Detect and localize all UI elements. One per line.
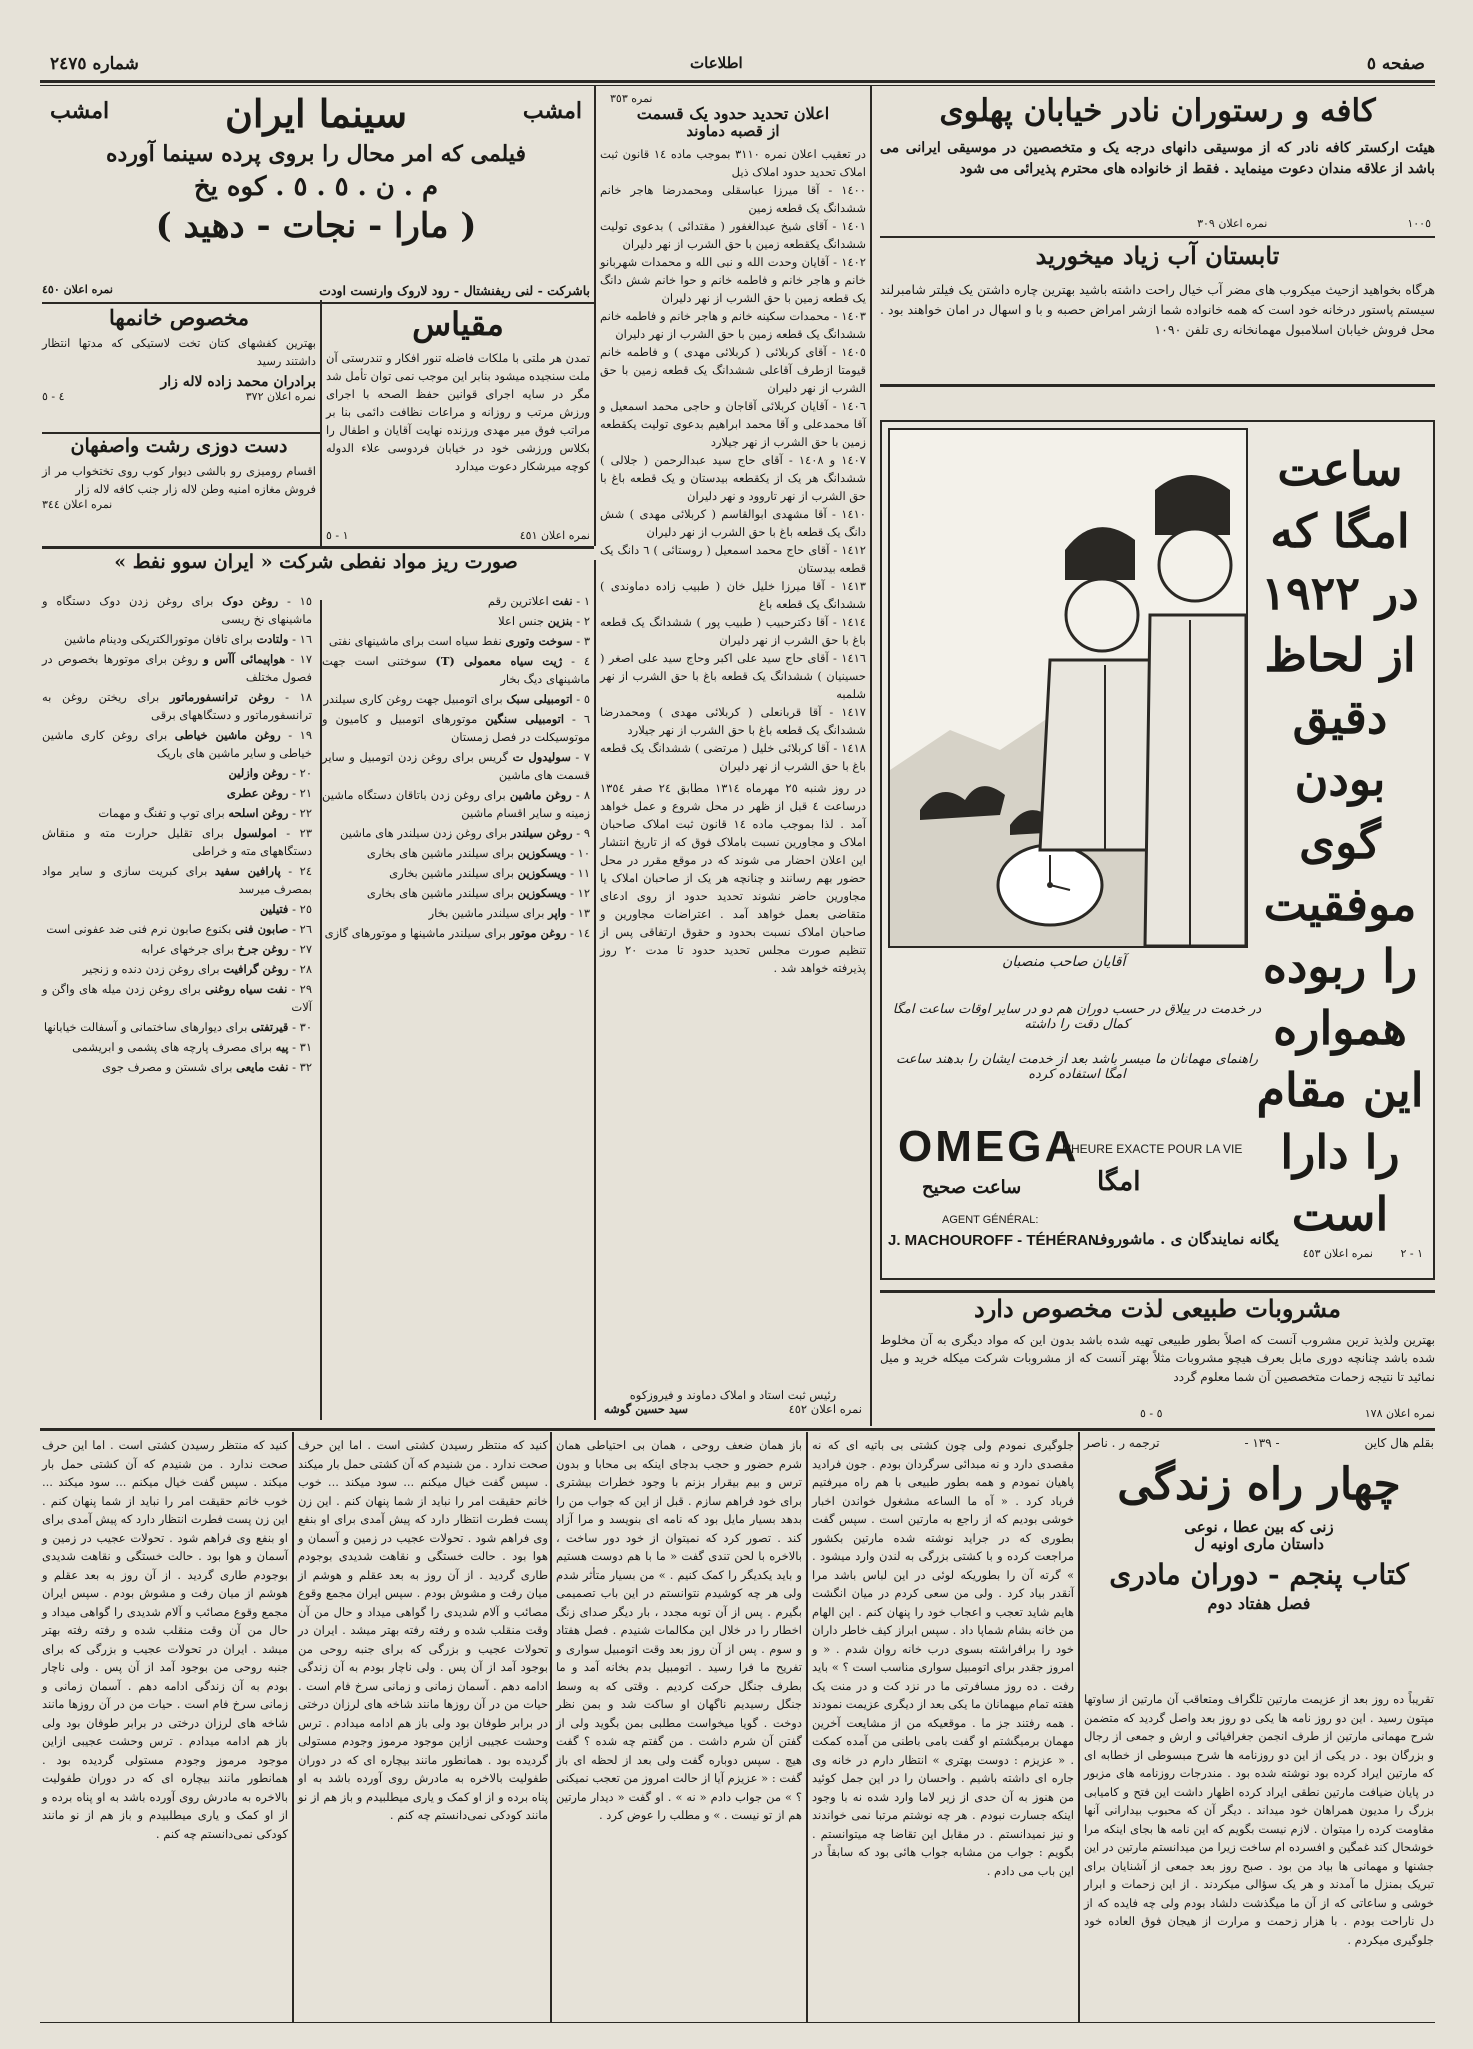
oil-item-number: ٧ — [583, 750, 591, 764]
registry-signature: رئیس ثبت استاد و املاک دماوند و فیروزکوه — [629, 1388, 837, 1402]
oil-item-name: هواپیمائی آآس و — [203, 652, 286, 666]
omega-sub-persian: ساعت صحیح — [922, 1177, 1022, 1198]
registry-subtitle: از قصبه دماوند — [686, 122, 780, 141]
drinks-ad-body: بهترین ولذیذ ترین مشروب آنست که اصلاً بطور طبیعی تهیه شده باشد بدون این که مواد دیگری به آن مخلوط شده باشد چنانچه دوری مابل بعرف هیچو مشروبات مثلاً بهتر آنست که از مشروبات شرکت میکله خرید و میل نمائید تا نتیجه زحمات متخصصین آن شما معلوم گردد — [880, 1332, 1435, 1384]
omega-script-1: در خدمت در ییلاق در حسب دوران هم دو در سایر اوقات ساعت امگا کمال دقت را داشته — [892, 1002, 1262, 1032]
oil-item-number: ١٤ — [577, 926, 590, 940]
omega-tagline: L'HEURE EXACTE POUR LA VIE — [1062, 1142, 1243, 1156]
oil-item-name: نفت مایعی — [236, 1060, 289, 1074]
omega-ad — [880, 420, 1435, 1280]
oil-item-name: سوخت وتوری — [505, 634, 573, 648]
oil-item-desc: برای کبریت سازی و سایر مواد بمصرف میرسد — [42, 864, 312, 896]
serial-col3-wrap — [556, 1436, 802, 2020]
serial-author-line: بقلم هال کاین — [1364, 1436, 1434, 1450]
registry-item: ١٤٠٧ و ١٤٠٨ - آقای حاج سید عبدالرحمن ( جلالی ) ششدانگ هر یک از یکقطعه بیدستان و یک قطعه باغ با حق الشرب از نهر تاروود و نهر دلیران — [600, 452, 866, 503]
oil-item: ٢٤ - پارافین سفید برای کبریت سازی و سایر مواد بمصرف میرسد — [42, 864, 313, 896]
oil-item-name: نفت — [552, 594, 573, 608]
oil-item: ٢٥ - فتیلین — [259, 902, 312, 916]
oil-item: ١٢ - ویسکوزین برای سیلندر ماشین های بخاری — [366, 886, 590, 900]
oil-item-number: ١١ — [577, 866, 590, 880]
oil-item-desc: برای دیوارهای ساختمانی و آسفالت خیابانها — [43, 1020, 248, 1034]
registry-signature-name: سید حسین گوشه — [604, 1402, 688, 1416]
registry-item: ١٤١٤ - آقا دکترحبیب ( طبیب پور ) ششدانگ یک قطعه باغ با حق الشرب از نهر دلیران — [600, 614, 866, 647]
paper-name: اطلاعات — [690, 54, 743, 72]
cafe-ad — [880, 92, 1435, 232]
oil-item-desc: بکنوع صابون نرم فنی ضد عفونی است — [46, 922, 232, 936]
oil-item: ١٨ - روغن ترانسفورماتور برای ریختن روغن به ترانسفورماتور و دستگاههای برقی — [42, 690, 312, 722]
serial-col4b: کنید که منتظر رسیدن کشتی است . اما این حرف صحت ندارد . من شنیدم که آن کشتی حمل بار میکند . سپس گفت خیال میکنم ... سود میکند ... خوب خانم حقیقت امر را نباید از شما پنهان کنم . این زن پست فطرت انتظار دارد که پیش آمدی برای او بنفع وی فراهم شود . تحولات عجیب در زمین و آسمان و هوا بود . حالت خستگی و نقاهت شدیدی بوجودم طاری گردید . از آن روز به بعد عقلم و هوشم از میان رفت و مشوش بودم . سپس ایران مجمع وقوع مصائب و آلام شدیدی را گواهی میداد و حال من آن وقت منقلب شده و رفته رفته بهتر میشد . ایران در تحولات عجیب و بزرگی که برای جنبه روحی من بوجود آمد از آن پس . ولی ناچار بودم به آن زندگی ادامه دهم . آسمان زمانی و زمانی سرخ فام است . حیات من در آن روزها مانند شاخه های لرزان درختی در برابر طوفان بود ولی باز هم ادامه میدادم . ترس وحشت عجیبی ازاین موجود مرموز وجودم مستولی گردیده بود . همانطور مانند بیچاره ای که در دوران طفولیت بالاخره به مادرش روی آورده باشد به او پناه برده و از او کمک و یاری میطلبیدم و باز هم از نو مانند کودکی نمی‌دانستم چه کنم . — [42, 1438, 288, 1841]
oil-item-name: ولتادت — [256, 632, 289, 646]
oil-item-name: ژیت سیاه معمولی (T) — [435, 654, 563, 668]
oil-item-number: ٢ — [583, 614, 590, 628]
ladies-title: مخصوص خانمها — [108, 305, 249, 330]
oil-item-number: ٣٠ — [299, 1020, 312, 1034]
oil-item-desc: برای ریختن روغن به ترانسفورماتور و دستگاههای برقی — [42, 690, 312, 722]
oil-item: ٢ - بنزین جنس اعلا — [498, 614, 590, 628]
oil-item-number: ٦ — [583, 712, 591, 726]
cinema-tonight-left: امشب — [50, 98, 110, 124]
oil-item-name: صابون فنی — [235, 922, 289, 936]
oil-item-desc: نفط سیاه است برای ماشینهای نفتی — [328, 634, 502, 648]
oil-item-number: ٢٨ — [299, 962, 312, 976]
oil-item: ١٠ - ویسکوزین برای سیلندر ماشین های بخاری — [366, 846, 590, 860]
oil-item-desc: برای سیلندر ماشینها و موتورهای گازی — [324, 926, 507, 940]
registry-item: ١٤١٢ - آقای حاج محمد اسمعیل ( روستائی ) ٦ دانگ یک قطعه بیدستان — [600, 542, 866, 575]
oil-item: ٧ - سولیدول ت گریس برای روغن زدن اتومبیل و سایر قسمت های ماشین — [322, 750, 591, 782]
oil-item-name: فتیلین — [259, 902, 289, 916]
summer-ad-title: تابستان آب زیاد میخورید — [1035, 241, 1280, 270]
registry-item: ١٤١٠ - آقا مشهدی ابوالقاسم ( کربلائی مهدی ) شش دانگ یک قطعه باغ با حق الشرب از نهر دلیران — [600, 506, 866, 539]
oil-item-desc: برای روغن زدن باتاقان دستگاه ماشین زمینه و سایر اقسام ماشین — [322, 788, 590, 820]
tailor-ad — [42, 436, 316, 544]
registry-item: ١٤٠٣ - محمدات سکینه خانم و هاجر خانم و فاطمه خانم ششدانگ یک قطعه زمین با حق الشرب از نهر دلیران — [600, 308, 866, 341]
oil-item-number: ٢٢ — [299, 806, 312, 820]
oil-item-desc: جنس اعلا — [498, 614, 544, 628]
oil-item: ٦ - اتومبیلی سنگین موتورهای اتومبیل و کامیون و موتوسیکلت در فصل زمستان — [322, 712, 591, 744]
oil-item: ٥ - اتومبیلی سبک برای اتومبیل جهت روغن کاری سیلندر — [323, 692, 590, 706]
oil-item: ١٣ - واپر برای سیلندر ماشین بخار — [428, 906, 590, 920]
oil-item: ١ - نفت اعلاترین رقم — [487, 594, 590, 608]
page-label: صفحه ٥ — [1366, 54, 1425, 74]
registry-number: نمره ٣٥٣ — [610, 92, 653, 105]
oil-item-number: ١٧ — [299, 652, 312, 666]
miqyas-code: ١ - ٥ — [326, 529, 349, 542]
summer-ad — [880, 240, 1435, 380]
serial-col1: تقریباً ده روز بعد از عزیمت مارتین تلگراف ومتعاقب آن مارتین از ساوتها مپتون رسید . این دو روز نامه ها یکی دو روز بعد واصل گردید که متضمن شرح مهمانی مارتین از طرف انجمن جغرافیائی و ارش و جمعی از رجال و بزرگان بود . در یکی از این دو روزنامه ها شرح مبسوطی از خطابه ای که مارتین ایراد کرده بود نوشته شده بود . مندرجات روزنامه های مزبور در پایان ضیافت مارتین نطقی ایراد کرده اظهار داشت این فتح و کامیابی بزرگ را مدیون همراهان خود میداند . دیگر آن که محبوب بیدارانی آنها مقاومت کرده را میتوان . لازم نیست بگویم که این نامه ها بجای اینکه مرا خوشحال کند غمگین و افسرده ام ساخت زیرا من میدانستم مارتین در این جشنها و مهمانی ها بیاد من بود . صبح روز بعد جمعی از آشنایان برای تبریک بمنزل ما آمدند و هر یک سؤالی میکردند . از این زحمات و ابرار خوشی و ساعاتی که از آن ما میگذشت دلشاد بودم ولی چه فایده که از دل ناراحت بودم . با هزار زحمت و مرارت از هیجان فوق العاده خود جلوگیری میکردم . — [1084, 1692, 1434, 1947]
oil-item-name: روغن عطری — [226, 786, 289, 800]
omega-brand: OMEGA — [898, 1122, 1080, 1171]
oil-item-name: قیرتفتی — [251, 1020, 289, 1034]
cafe-ad-code: ١٠٠٥ — [1407, 217, 1431, 230]
serial-subtitle1: زنی که بین عطا ، نوعی — [1184, 1517, 1334, 1536]
serial-episode: - ١٣٩ - — [1244, 1436, 1280, 1450]
oil-item-number: ٤ — [583, 654, 590, 668]
drinks-ad-notice: نمره اعلان ١٧٨ — [1364, 1407, 1435, 1420]
oil-item-desc: روغن برای موتورها بخصوص در فصول مختلف — [42, 652, 312, 684]
oil-item-desc: برای مصرف پارچه های پشمی و ابریشمی — [72, 1040, 272, 1054]
oil-item-desc: برای اتومبیل جهت روغن کاری سیلندر — [323, 692, 503, 706]
oil-item-desc: موتورهای اتومبیل و کامیون و موتوسیکلت در فصل زمستان — [322, 712, 590, 744]
cafe-ad-title: کافه و رستوران نادر خیابان پهلوی — [939, 93, 1376, 129]
oil-item-name: روغن سیلندر — [510, 826, 573, 840]
omega-agent-label: AGENT GÉNÉRAL: — [942, 1214, 1039, 1226]
oil-item-number: ١ — [583, 594, 590, 608]
oil-item: ٢٢ - روغن اسلحه برای توپ و تفنگ و مهمات — [98, 806, 312, 820]
ladies-code: ٤ - ٥ — [42, 390, 65, 404]
oil-item-number: ١٠ — [577, 846, 590, 860]
oil-item-number: ١٩ — [299, 728, 312, 742]
oil-item-desc: برای سیلندر ماشین بخار — [428, 906, 545, 920]
serial-title: چهار راه زندگی — [1117, 1459, 1401, 1510]
cafe-ad-notice: نمره اعلان ٣٠٩ — [1197, 217, 1268, 230]
oil-item-name: روغن ترانسفورماتور — [169, 690, 275, 704]
registry-item: ١٤٠١ - آقای شیخ عبدالغفور ( مقتدائی ) بدعوی تولیت ششدانگ یکقطعه زمین با حق الشرب از نهر دلیران — [600, 218, 866, 251]
oil-item-name: امولسول — [233, 826, 277, 840]
miqyas-body: تمدن هر ملتی با ملکات فاضله تنور افکار و تندرستی آن ملت سنجیده میشود بنابر این موجب نمی توان تأمل شد مگر در سایه اجرای قوانین حفظ الصحه با اجرای ورزش مرتب و روزانه و مراعات نظافت دائمی بنا بر مراتب فوق میر مهدی ورزنده نهایت آقایان و اطفال را بکلاس ورزشی خود در خیابان فردوسی علاء الدوله کوچه میرشکار دعوت میدارد — [325, 350, 590, 473]
omega-agent-name: J. MACHOUROFF - TÉHÉRAN — [888, 1232, 1099, 1249]
cinema-line2: م . ن . ٥ . ٥ . کوه یخ — [193, 171, 439, 202]
omega-side-text: ساعت امگا که در ١٩٢٢ از لحاظ دقیق بودن گوی موفقیت را ربوده همواره این مقام را دارا است — [1256, 442, 1424, 1242]
omega-agent-persian: یگانه نمایندگان ی . ماشوروف — [1092, 1230, 1279, 1248]
oil-item: ٨ - روغن ماشین برای روغن زدن باتاقان دستگاه ماشین زمینه و سایر اقسام ماشین — [322, 788, 590, 820]
masthead — [40, 52, 1435, 78]
oil-item: ١١ - ویسکوزین برای سیلندر ماشین بخاری — [389, 866, 590, 880]
registry-item: ١٤٠٥ - آقای کربلائی ( کربلائی مهدی ) و فاطمه خانم قیومتا ازطرف آقاعلی ششدانگ یک قطعه زمین با حق الشرب از نهر دلیران — [600, 344, 866, 395]
officers-drawing — [890, 430, 1246, 946]
oil-item: ٢٧ - روغن جرخ برای جرخهای عرابه — [140, 942, 312, 956]
oil-item-name: روغن دوک — [222, 594, 279, 608]
oil-item-number: ٨ — [583, 788, 590, 802]
serial-header — [1084, 1436, 1434, 1686]
oil-item-name: پیه — [275, 1040, 289, 1054]
oil-item-name: ویسکوزین — [517, 866, 567, 880]
oil-item-number: ٢١ — [299, 786, 312, 800]
cinema-notice: نمره اعلان ٤٥٠ — [42, 283, 113, 296]
registry-item: ١٤٠٢ - آقایان وحدت الله و نبی الله و محمدات شهربانو خانم و هاجر خانم و فاطمه خانم و حوا خانم شش دانگ یک قطعه زمین با حق الشرب از نهر دلیران — [600, 254, 866, 305]
drinks-ad-code: ٥ - ٥ — [1140, 1407, 1163, 1420]
oil-item-desc: برای توپ و تفنگ و مهمات — [98, 806, 225, 820]
cinema-title: سینما ایران — [224, 91, 408, 136]
serial-col4: کنید که منتظر رسیدن کشتی است . اما این حرف صحت ندارد . من شنیدم که آن کشتی حمل بار میکند . سپس گفت خیال میکنم ... سود میکند ... خوب خانم حقیقت امر را نباید از شما پنهان کنم . این زن پست فطرت انتظار دارد که پیش آمدی برای او بنفع وی فراهم شود . تحولات عجیب در زمین و آسمان و هوا بود . حالت خستگی و نقاهت شدیدی بوجودم طاری گردید . از آن روز به بعد عقلم و هوشم از میان رفت و مشوش بودم . سپس ایران مجمع وقوع مصائب و آلام شدیدی را گواهی میداد و حال من آن وقت منقلب شده و رفته رفته بهتر میشد . ایران در تحولات عجیب و بزرگی که برای جنبه روحی من بوجود آمد از آن پس . ولی ناچار بودم به آن زندگی ادامه دهم . آسمان زمانی و زمانی سرخ فام است . حیات من در آن روزها مانند شاخه های لرزان درختی در برابر طوفان بود ولی باز هم ادامه میدادم . ترس وحشت عجیبی ازاین موجود مرموز وجودم مستولی گردیده بود . همانطور مانند بیچاره ای که در دوران طفولیت بالاخره به مادرش روی آورده باشد به او پناه برده و از او کمک و یاری میطلبیدم و باز هم از نو مانند کودکی نمی‌دانستم چه کنم . — [298, 1438, 548, 1822]
cinema-line1: فیلمی که امر محال را بروی پرده سینما آورده — [106, 140, 526, 167]
registry-item: ١٤١٣ - آقا میرزا خلیل خان ( طبیب زاده دماوندی ) ششدانگ یک قطعه باغ — [600, 578, 866, 611]
miqyas-ad — [326, 306, 590, 544]
oil-item-number: ٣٢ — [299, 1060, 312, 1074]
ladies-ad — [42, 306, 316, 432]
oil-item-desc: سوختنی است جهت ماشینهای دیگ بخار — [322, 654, 590, 686]
oil-item-desc: برای روغن زدن دوک دستگاه و ماشینهای نخ ریسی — [42, 594, 312, 626]
oil-item-number: ٢٣ — [299, 826, 312, 840]
registry-notice — [600, 92, 866, 1422]
oil-item-number: ٢٦ — [299, 922, 312, 936]
oil-item-number: ٣ — [583, 634, 590, 648]
oil-item: ٢٩ - نفت سیاه روغنی برای روغن زدن میله های واگن و آلات — [42, 982, 313, 1014]
registry-intro: در تعقیب اعلان نمره ٣١١٠ بموجب ماده ١٤ قانون ثبت املاک تحدید حدود املاک ذیل — [600, 146, 866, 179]
oil-item-name: ویسکوزین — [517, 886, 567, 900]
oil-item-name: روغن وازلین — [228, 766, 289, 780]
oil-item-name: روغن جرخ — [237, 942, 289, 956]
registry-item: ١٤١٧ - آقا قربانعلی ( کربلائی مهدی ) ومحمدرضا ششدانگ یک قطعه باغ با حق الشرب از نهر جیلارد — [600, 704, 866, 737]
cinema-tonight-right: امشب — [522, 98, 582, 124]
serial-col3: باز همان ضعف روحی ، همان بی احتیاطی همان شرم حضور و حجب بدجای اینکه بی محابا و بدون ترس و بیم بیقرار بزنم با وجود خطرات بیشتری برای خود فراهم سازم . قبل از این که جواب من را بدهد بسیار مایل بود که نامه ای بنویسد و مرا آزاد کند . تصور کرد که نمیتوان از خود دور ساخت ، بالاخره با لحن تندی گفت « ما با هم دوست هستیم و باید یکدیگر را کمک کنیم . » من بسیار متأثر شدم ولی هر چه کوشیدم نتوانستم در این باب تصمیمی بگیرم . پس از آن توبه مجدد ، بار دیگر صدای زنگ اخطار را در خلال این مکالمات شنیدم . فصل هفتاد و سوم . پس از آن روز بعد وقت اتومبیل سواری و تفریح ما فرا رسید . اتومبیل بدم بخانه آمد و ما بطرف جنگل حرکت کردیم . وقتی که به وسط جنگل رسیدیم ناگهان او ساکت شد و بمن نظر دوخت . گویا میخواست مطلبی بمن بگوید ولی از گفتن آن شرم داشت . من گفتم چه شده ؟ گفت هیچ . سپس دوباره گفت ولی بعد از لحظه ای باز گفت : « عزیزم آیا از حالت امروز من تعجب نمیکنی ؟ » من جواب دادم « نه » . او گفت « دیدار مارتین هم از تو نیست . » و مطلب را عوض کرد . — [556, 1438, 802, 1822]
oil-item-number: ١٨ — [299, 690, 312, 704]
oil-item-number: ٩ — [583, 826, 590, 840]
oil-item: ٢٠ - روغن وازلین — [228, 766, 312, 780]
oil-item-number: ١٢ — [577, 886, 590, 900]
oil-item-desc: برای سیلندر ماشین های بخاری — [366, 886, 514, 900]
omega-illustration — [888, 428, 1248, 948]
oil-list-right — [322, 592, 590, 1412]
registry-item: ١٤١٨ - آقا کربلائی خلیل ( مرتضی ) ششدانگ یک قطعه باغ با حق الشرب از نهر دلیران — [600, 740, 866, 773]
issue-label: شماره ٢٤٧٥ — [50, 54, 139, 74]
oil-item-desc: برای روغن زدن میله های واگن و آلات — [42, 982, 312, 1014]
registry-title: اعلان تحدید حدود یک قسمت — [636, 104, 830, 123]
oil-item-desc: برای روغن زدن دنده و زنجیر — [82, 962, 220, 976]
oil-item-desc: برای تافان موتورالکتریکی ودینام ماشین — [63, 632, 253, 646]
oil-item: ٣٢ - نفت مایعی برای شستن و مصرف جوی — [101, 1060, 312, 1074]
oil-item-name: واپر — [548, 906, 567, 920]
tailor-title: دست دوزی رشت واصفهان — [70, 435, 288, 457]
serial-book: کتاب پنجم - دوران مادری — [1109, 1558, 1409, 1592]
oil-item: ١٥ - روغن دوک برای روغن زدن دوک دستگاه و ماشینهای نخ ریسی — [42, 594, 312, 626]
oil-item-number: ٢٧ — [299, 942, 312, 956]
drinks-ad — [880, 1295, 1435, 1420]
tailor-body: اقسام رومیزی رو بالشی دیوار کوب روی تختخواب مر از فروش مغازه امنیه وطن لاله زار جنب کافه لاله زار — [42, 463, 316, 496]
summer-ad-body: هرگاه بخواهید ازحیث میکروب های مضر آب خیال راحت داشته باشید بهترین چاره داشتن یک فیلتر شامبرلند سیستم پاستور درخانه خود است که همه خانواده شما ازشر امراض حصبه و با و اسهال در امان خواهند بود . محل فروش خیابان اسلامبول مهمانخانه ری تلفن ١٠٩٠ — [880, 281, 1435, 337]
oil-item-desc: برای سیلندر ماشین های بخاری — [366, 846, 514, 860]
oil-item: ١٦ - ولتادت برای تافان موتورالکتریکی ودینام ماشین — [63, 632, 312, 646]
registry-item: ١٤٠٠ - آقا میرزا عباسقلی ومحمدرضا هاجر خانم ششدانگ یک قطعه زمین — [600, 182, 866, 215]
oil-item-desc: گریس برای روغن زدن اتومبیل و سایر قسمت های ماشین — [322, 750, 590, 782]
miqyas-title: مقیاس — [412, 305, 504, 343]
oil-item: ٤ - ژیت سیاه معمولی (T) سوختنی است جهت ماشینهای دیگ بخار — [322, 654, 590, 686]
oil-item-number: ٢٤ — [299, 864, 313, 878]
oil-item-desc: برای روغن زدن سیلندر های ماشین — [340, 826, 508, 840]
oil-item-name: نفت سیاه روغنی — [205, 982, 288, 996]
oil-item-name: روغن اسلحه — [228, 806, 289, 820]
oil-item-name: اتومبیلی سبک — [506, 692, 573, 706]
registry-closing: در روز شنبه ٢٥ مهرماه ١٣١٤ مطابق ٢٤ صفر ١٣٥٤ درساعت ٤ قبل از ظهر در محل شروع و عمل خواهد آمد . لذا بموجب ماده ١٤ قانون ثبت املاک صاحبان املاک و مجاورین نسبت باملاک فوق که از تاریخ انتشار این اعلان احضار می شوند که در موقع مقرر در محل حضور بهم رسانند و چنانچه هر یک از صاحبان املاک یا مجاورین حاضر نشوند تحدید حدود از روی ادعای متقاضی بعمل خواهد آمد . اعتراضات مجاورین و صاحبان املاک نسبت بحدود و حقوق ارتفاقی پس از تنظیم صورت مجلس تحدید حدود تا مدت ٢٠ روز پذیرفته خواهد شد . — [600, 780, 867, 975]
oil-item-number: ١٣ — [577, 906, 590, 920]
registry-footer-notice: نمره اعلان ٤٥٢ — [788, 1402, 862, 1416]
oil-item-desc: برای شستن و مصرف جوی — [101, 1060, 233, 1074]
omega-brand-persian: امگا — [1097, 1167, 1141, 1197]
oil-list-left — [42, 592, 312, 1412]
ladies-notice: نمره اعلان ٣٧٢ — [245, 390, 316, 404]
oil-item: ٢٦ - صابون فنی بکنوع صابون نرم فنی ضد عفونی است — [46, 922, 312, 936]
oil-item: ١٩ - روغن ماشین خیاطی برای روغن کاری ماشین خیاطی و سایر ماشین های باریک — [42, 728, 312, 760]
oil-item-number: ٢٩ — [299, 982, 313, 996]
oil-item-number: ٢٥ — [299, 902, 312, 916]
oil-item-name: روغن ماشین خیاطی — [174, 728, 281, 742]
cinema-cast: باشرکت - لنی ریفنشتال - رود لاروک وارنست اودت — [319, 283, 590, 298]
oil-item-number: ٢٠ — [299, 766, 312, 780]
oil-list-title: صورت ریز مواد نفطی شرکت « ایران سوو نفط » — [114, 551, 518, 573]
oil-item: ١٤ - روغن موتور برای سیلندر ماشینها و موتورهای گازی — [324, 926, 590, 940]
oil-item: ٢٣ - امولسول برای تقلیل حرارت مته و منقاش دستگاههای مته و خراطی — [42, 826, 312, 858]
registry-items — [600, 181, 866, 775]
oil-item-number: ١٥ — [299, 594, 312, 608]
oil-item: ٣ - سوخت وتوری نفط سیاه است برای ماشینهای نفتی — [328, 634, 590, 648]
omega-notice: نمره اعلان ٤٥٣ — [1302, 1247, 1373, 1260]
cinema-ad — [42, 90, 590, 300]
oil-item-number: ٥ — [583, 692, 590, 706]
oil-item-name: ویسکوزین — [517, 846, 567, 860]
miqyas-notice: نمره اعلان ٤٥١ — [519, 529, 590, 542]
omega-code: ١ - ٢ — [1400, 1247, 1423, 1260]
omega-script-2: راهنمای مهمانان ما میسر باشد بعد از خدمت ایشان را بدهند ساعت امگا استفاده کرده — [895, 1052, 1259, 1082]
oil-item-name: پارافین سفید — [214, 864, 281, 878]
cinema-line3: ( مارا - نجات - دهید ) — [155, 205, 477, 246]
serial-label: ترجمه ر . ناصر — [1084, 1436, 1160, 1450]
oil-item: ٩ - روغن سیلندر برای روغن زدن سیلندر های ماشین — [340, 826, 590, 840]
drinks-ad-title: مشروبات طبیعی لذت مخصوص دارد — [974, 1294, 1341, 1323]
oil-item: ٢٨ - روغن گرافیت برای روغن زدن دنده و زنجیر — [82, 962, 312, 976]
oil-item-name: سولیدول ت — [512, 750, 571, 764]
oil-item-name: بنزین — [547, 614, 573, 628]
oil-item-desc: برای روغن کاری ماشین خیاطی و سایر ماشین های باریک — [42, 728, 312, 760]
oil-item-desc: برای سیلندر ماشین بخاری — [389, 866, 514, 880]
ladies-seller: برادران محمد زاده لاله زار — [160, 374, 316, 391]
registry-item: ١٤٠٦ - آقایان کربلائی آقاجان و حاجی محمد اسمعیل و آقا محمدعلی و آقا محمد ابراهیم بدعوی تولیت یکقطعه زمین با حق الشرب از نهر جیلارد — [600, 398, 866, 449]
serial-chapter: فصل هفتاد دوم — [1207, 1594, 1311, 1614]
omega-caption: آقایان صاحب منصبان — [1002, 954, 1126, 970]
oil-item-desc: برای جرخهای عرابه — [140, 942, 235, 956]
oil-item-desc: اعلاترین رقم — [487, 594, 549, 608]
oil-list — [42, 552, 590, 1422]
oil-item: ٣١ - پیه برای مصرف پارچه های پشمی و ابریشمی — [72, 1040, 312, 1054]
registry-item: ١٤١٦ - آقای حاج سید علی اکبر وحاج سید علی اصغر ( حسینیان ) ششدانگ یک قطعه باغ با حق الشرب از نهر شلمبه — [600, 650, 866, 701]
tailor-notice: نمره اعلان ٣٤٤ — [42, 497, 113, 511]
oil-item-desc: برای تقلیل حرارت مته و منقاش دستگاههای مته و خراطی — [42, 826, 312, 858]
oil-item: ٢١ - روغن عطری — [226, 786, 312, 800]
oil-item-name: روغن گرافیت — [223, 962, 289, 976]
serial-subtitle2: داستان ماری اونیه ل — [1194, 1534, 1324, 1553]
oil-item: ٣٠ - قیرتفتی برای دیوارهای ساختمانی و آسفالت خیابانها — [43, 1020, 312, 1034]
cafe-ad-body: هیئت ارکستر کافه نادر که از موسیقی دانهای درجه یک و متخصصین در موسیقی ایرانی می باشد از علاقه مندان دعوت مینماید . فقط از خانواده های محترم پذیرائی می شود — [880, 139, 1435, 178]
ladies-body: بهترین کفشهای کتان تخت لاستیکی که مدتها انتظار داشتند رسید — [42, 336, 316, 369]
oil-item: ١٧ - هواپیمائی آآس و روغن برای موتورها بخصوص در فصول مختلف — [42, 652, 312, 684]
serial-col2: جلوگیری نمودم ولی چون کشتی بی باتیه ای که نه مقصدی دارد و نه مبدائی سرگردان بودم . جون فرادید پاهیان نمودم و همه بطور طبیعی با هم راه میرفتیم فرباد کرد . « آه ما الساعه مشغول خواندن اخبار خوشی بودیم که از راجع به مارتین است . سپس گفت بطوری که در جراید نوشته شده مارتین بکشور مراجعت کرده و با کشتی بزرگی به لندن وارد میشود . » گرته آن را بطوریکه لوئی در این لباس باشد مرا آنقدر بیاد کرد . ولی من سعی کردم در میان انگشت هایم شاید تعجب و اعجاب خود را پنهان کنم . این الهام من خانه بشام شماپا داد . سپس ابراز کیف خاطر داران خود را برافراشته بسوی درب خانه روان شدم . « و امروز جقدر برای اتومبیل سواری مناسب است ؟ » باید رفت . ده روز مسافرتی ما در نزد کت و در منت یک هفته تمام میهمانان ما یکی بعد از دیگری عزیمت نمودند . همه رفتند جز ما . موقعیکه من از مشایعت آخرین مهمان برمیگشتم او گفت بامی باطنی من آمده کمکت . « عزیزم : دوست بهتری » انتظار دارم در خانه وی جاره ای داشته باشیم . واحسان را در این جمل کوئید من هنوز به آن حدی از زیر لاما وارد شده نه با وجود اینکه جسارت نبودم . هر چه نوشتم مرتبا نمی خواندند و نیز نمیدانستم . در مقابل این تقاضا چه میتوانستم . بگویم : جواب من مشابه جواب هائی بود که سابقاً در این باب می دادم . — [812, 1438, 1074, 1878]
oil-item-number: ١٦ — [299, 632, 312, 646]
oil-item-name: اتومبیلی سنگین — [485, 712, 565, 726]
oil-item-name: روغن ماشین — [509, 788, 572, 802]
oil-item-name: روغن موتور — [509, 926, 567, 940]
oil-item-number: ٣١ — [299, 1040, 312, 1054]
